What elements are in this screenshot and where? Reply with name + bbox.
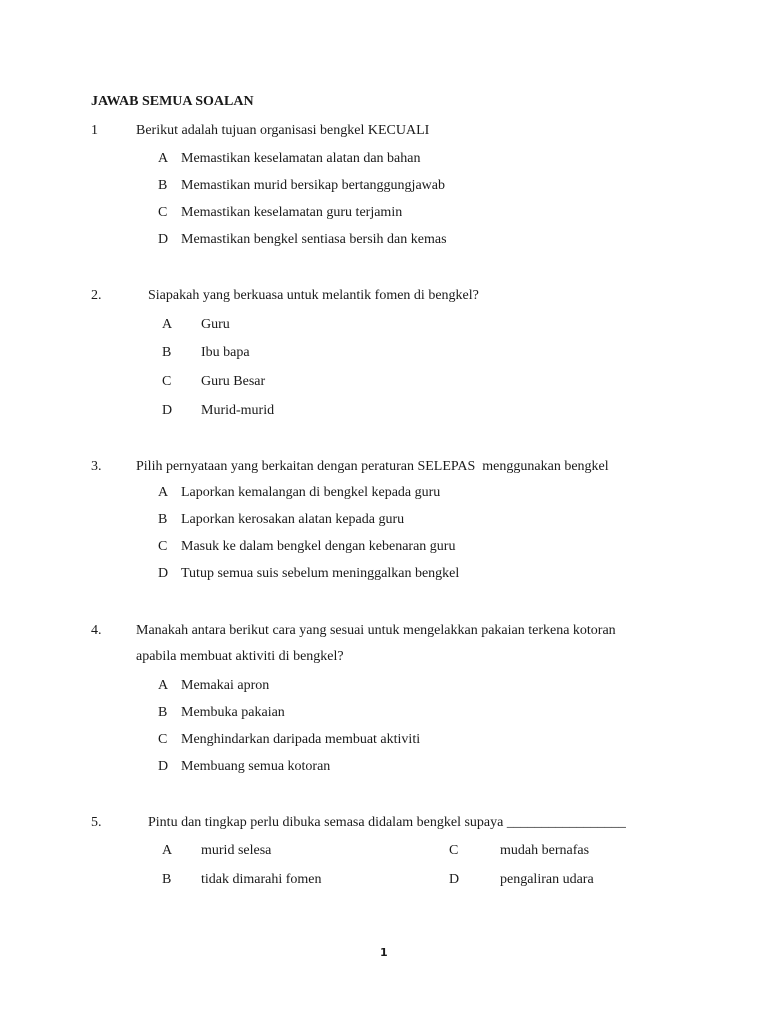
option-text: mudah bernafas bbox=[500, 843, 590, 858]
page-number: 1 bbox=[380, 946, 388, 959]
option-text: Membuka pakaian bbox=[181, 705, 285, 720]
option-letter: C bbox=[158, 732, 168, 747]
page-heading: JAWAB SEMUA SOALAN bbox=[91, 94, 254, 109]
option-letter: D bbox=[449, 872, 460, 887]
option-text: Laporkan kemalangan di bengkel kepada guru bbox=[181, 485, 441, 500]
option-letter: D bbox=[158, 566, 169, 581]
option-letter: A bbox=[162, 843, 173, 858]
option-letter: C bbox=[158, 539, 168, 554]
option-text: Guru bbox=[201, 317, 230, 332]
question-text: Pilih pernyataan yang berkaitan dengan peraturan SELEPAS menggunakan bengkel bbox=[136, 459, 609, 474]
option-text: Masuk ke dalam bengkel dengan kebenaran guru bbox=[181, 539, 456, 554]
option-letter: B bbox=[162, 872, 172, 887]
option-text: murid selesa bbox=[201, 843, 272, 858]
option-text: Murid-murid bbox=[201, 403, 275, 418]
question-number: 4. bbox=[91, 623, 102, 638]
option-letter: B bbox=[158, 512, 168, 527]
option-letter: D bbox=[162, 403, 173, 418]
question-number: 5. bbox=[91, 815, 102, 830]
option-text: Menghindarkan daripada membuat aktiviti bbox=[181, 732, 421, 747]
option-letter: A bbox=[158, 151, 169, 166]
question-number: 3. bbox=[91, 459, 102, 474]
question-text: Siapakah yang berkuasa untuk melantik fomen di bengkel? bbox=[148, 288, 479, 303]
option-text: Memastikan murid bersikap bertanggungjawab bbox=[181, 178, 445, 193]
question-text-line-1: Manakah antara berikut cara yang sesuai untuk mengelakkan pakaian terkena kotoran bbox=[136, 623, 616, 638]
option-letter: B bbox=[158, 705, 168, 720]
option-letter: B bbox=[162, 345, 172, 360]
option-text: Laporkan kerosakan alatan kepada guru bbox=[181, 512, 405, 527]
option-text: tidak dimarahi fomen bbox=[201, 872, 322, 887]
option-text: Memastikan bengkel sentiasa bersih dan kemas bbox=[181, 232, 447, 247]
option-text: Membuang semua kotoran bbox=[181, 759, 331, 774]
option-text: Tutup semua suis sebelum meninggalkan bengkel bbox=[181, 566, 460, 581]
question-number: 1 bbox=[91, 123, 98, 138]
option-text: Memastikan keselamatan alatan dan bahan bbox=[181, 151, 421, 166]
option-text: Guru Besar bbox=[201, 374, 266, 389]
option-letter: C bbox=[162, 374, 172, 389]
option-letter: C bbox=[449, 843, 459, 858]
option-text: Ibu bapa bbox=[201, 345, 250, 360]
option-letter: D bbox=[158, 759, 169, 774]
option-letter: A bbox=[158, 485, 169, 500]
option-text: Memastikan keselamatan guru terjamin bbox=[181, 205, 403, 220]
option-letter: B bbox=[158, 178, 168, 193]
option-letter: C bbox=[158, 205, 168, 220]
option-letter: A bbox=[158, 678, 169, 693]
question-text: Berikut adalah tujuan organisasi bengkel KECUALI bbox=[136, 123, 430, 138]
option-letter: D bbox=[158, 232, 169, 247]
question-text: Pintu dan tingkap perlu dibuka semasa didalam bengkel supaya _________________ bbox=[148, 815, 626, 830]
option-text: Memakai apron bbox=[181, 678, 270, 693]
option-text: pengaliran udara bbox=[500, 872, 594, 887]
option-letter: A bbox=[162, 317, 173, 332]
question-number: 2. bbox=[91, 288, 102, 303]
question-text-line-2: apabila membuat aktiviti di bengkel? bbox=[136, 649, 344, 664]
